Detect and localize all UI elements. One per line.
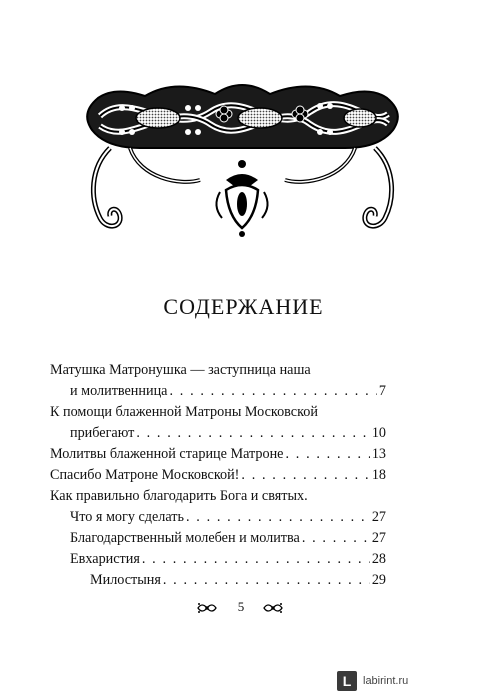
toc-row — [50, 362, 386, 382]
toc-row — [70, 530, 386, 550]
toc-entry-page: 28 — [371, 551, 386, 567]
toc-entry-page: 29 — [371, 572, 386, 588]
toc-entry-text: Что я могу сделать — [70, 509, 184, 525]
toc-leader-dots — [186, 509, 370, 526]
toc-entry-text: Милостыня — [90, 572, 161, 588]
toc-entry-page: 27 — [371, 509, 386, 525]
toc-row — [50, 488, 386, 508]
toc-entry-page: 27 — [371, 530, 386, 546]
toc-entry-text: Евхаристия — [70, 551, 140, 567]
toc-entry-text: прибегают — [70, 425, 135, 441]
toc-row — [70, 425, 386, 445]
toc-row — [90, 572, 386, 592]
toc-leader-dots — [163, 572, 370, 589]
toc-leader-dots — [142, 551, 370, 568]
small-ornament-icon — [262, 601, 284, 615]
toc-row — [50, 404, 386, 424]
toc-leader-dots — [136, 425, 369, 442]
watermark-logo: L — [337, 671, 357, 691]
toc-leader-dots — [285, 446, 369, 463]
small-ornament-icon — [196, 601, 218, 615]
toc-leader-dots — [169, 383, 376, 400]
watermark-text: labirint.ru — [363, 675, 409, 687]
toc-entry-page: 13 — [371, 446, 386, 462]
toc-entry-text: К помощи блаженной Матроны Московской — [50, 404, 318, 420]
toc-entry-text: Спасибо Матроне Московской! — [50, 467, 240, 483]
toc-row — [70, 551, 386, 571]
toc-row — [50, 467, 386, 487]
toc-leader-dots — [302, 530, 370, 547]
watermark — [337, 671, 479, 693]
celtic-knot-ornament-icon — [70, 68, 415, 248]
toc-entry-text: Матушка Матронушка — заступница наша — [50, 362, 311, 378]
page-footer — [0, 598, 487, 618]
toc-row — [70, 509, 386, 529]
toc-entry-page: 10 — [371, 425, 386, 441]
toc-entry-text: Как правильно благодарить Бога и святых. — [50, 488, 308, 504]
toc-entry-text: и молитвенница — [70, 383, 168, 399]
toc-row — [70, 383, 386, 403]
toc-entry-text: Благодарственный молебен и молитва — [70, 530, 300, 546]
toc-leader-dots — [241, 467, 369, 484]
toc-row — [50, 446, 386, 466]
page-number: 5 — [237, 599, 245, 614]
toc-entry-page: 18 — [371, 467, 386, 483]
toc-entry-page: 7 — [378, 383, 386, 399]
page-title: СОДЕРЖАНИЕ — [163, 294, 324, 319]
toc-entry-text: Молитвы блаженной старице Матроне — [50, 446, 284, 462]
